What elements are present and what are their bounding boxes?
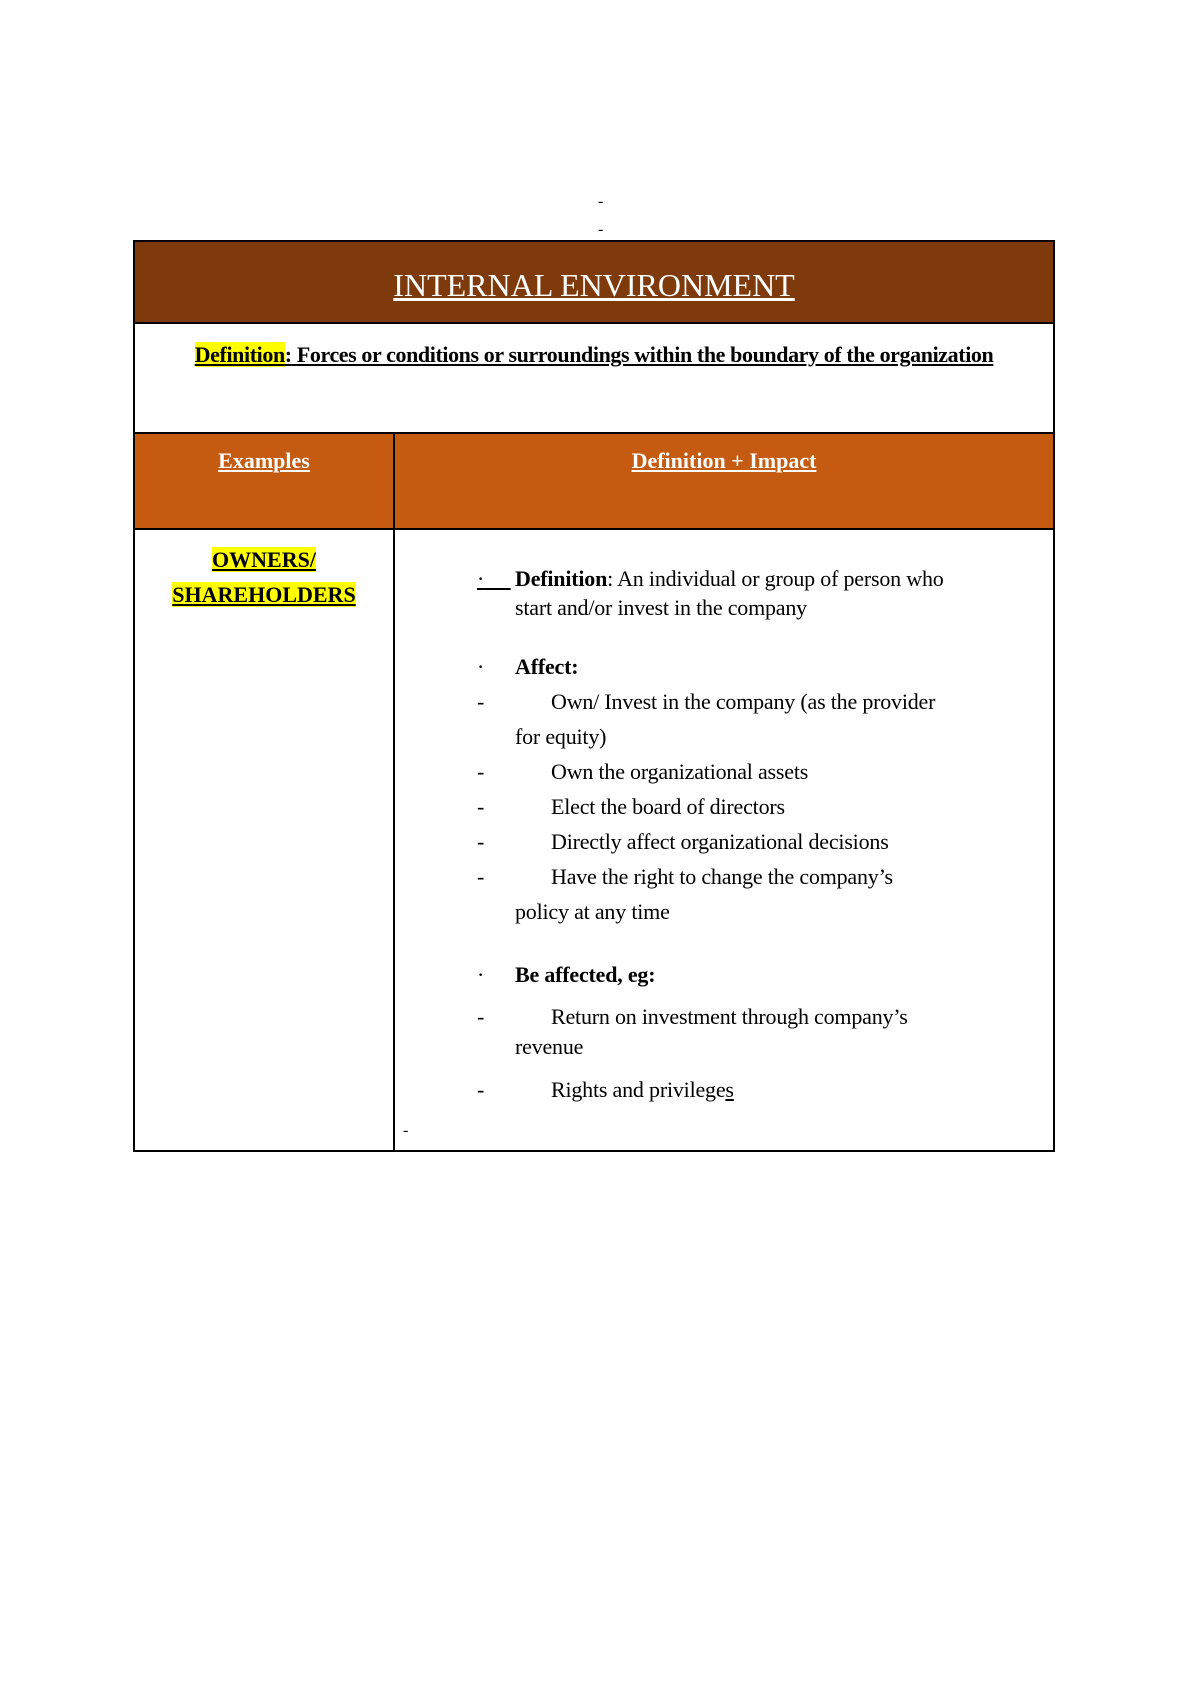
impact-definition-line-2: start and/or invest in the company bbox=[515, 595, 807, 620]
affect-item: Elect the board of directors bbox=[551, 794, 785, 819]
affected-item: Rights and privileges bbox=[551, 1077, 734, 1102]
affect-item: for equity) bbox=[515, 724, 607, 749]
table-title: INTERNAL ENVIRONMENT bbox=[393, 266, 795, 303]
impact-definition-text-1: : An individual or group of person who bbox=[607, 566, 944, 591]
bullet-mark: · bbox=[477, 962, 485, 987]
dash-mark: - bbox=[477, 829, 485, 854]
affect-item: Have the right to change the company’s bbox=[551, 864, 893, 889]
definition-label: Definition bbox=[194, 342, 285, 367]
dash-mark: - bbox=[477, 864, 485, 889]
definition-colon: : bbox=[284, 342, 292, 367]
internal-environment-table bbox=[133, 240, 1055, 1152]
examples-header: Examples bbox=[218, 448, 310, 473]
examples-cell bbox=[134, 529, 394, 1151]
affect-item: Own/ Invest in the company (as the provider bbox=[551, 689, 936, 714]
impact-header: Definition + Impact bbox=[631, 448, 817, 473]
affect-item: Directly affect organizational decisions bbox=[551, 829, 889, 854]
bullet-mark: · bbox=[477, 654, 485, 679]
title-cell bbox=[134, 241, 1054, 323]
dash-mark: - bbox=[477, 1004, 485, 1029]
affect-item: policy at any time bbox=[515, 899, 670, 924]
affect-item: Own the organizational assets bbox=[551, 759, 809, 784]
trailing-dash-mark: - bbox=[403, 1122, 409, 1139]
stray-dash-mark: - bbox=[598, 221, 604, 238]
example-line-1: OWNERS/ bbox=[212, 547, 316, 572]
affected-item: revenue bbox=[515, 1034, 584, 1059]
impact-definition-line-1 bbox=[515, 566, 944, 592]
examples-header-cell bbox=[134, 433, 394, 529]
impact-header-cell bbox=[394, 433, 1054, 529]
stray-dash-mark: - bbox=[598, 193, 604, 210]
example-owners-shareholders bbox=[135, 530, 393, 612]
definition-body: Forces or conditions or surroundings within the boundary of the organization bbox=[291, 342, 994, 367]
definition-text bbox=[135, 324, 1053, 374]
example-line-2: SHAREHOLDERS bbox=[172, 582, 356, 607]
affect-label: Affect: bbox=[515, 654, 579, 679]
affected-label: Be affected, eg: bbox=[515, 962, 656, 987]
affected-item: Return on investment through company’s bbox=[551, 1004, 908, 1029]
impact-definition-label: Definition bbox=[515, 566, 608, 591]
dash-mark: - bbox=[477, 794, 485, 819]
definition-cell bbox=[134, 323, 1054, 433]
bullet-mark: · bbox=[477, 566, 485, 591]
dash-mark: - bbox=[477, 759, 485, 784]
dash-mark: - bbox=[477, 689, 485, 714]
dash-mark: - bbox=[477, 1077, 485, 1102]
impact-cell bbox=[394, 529, 1054, 1151]
